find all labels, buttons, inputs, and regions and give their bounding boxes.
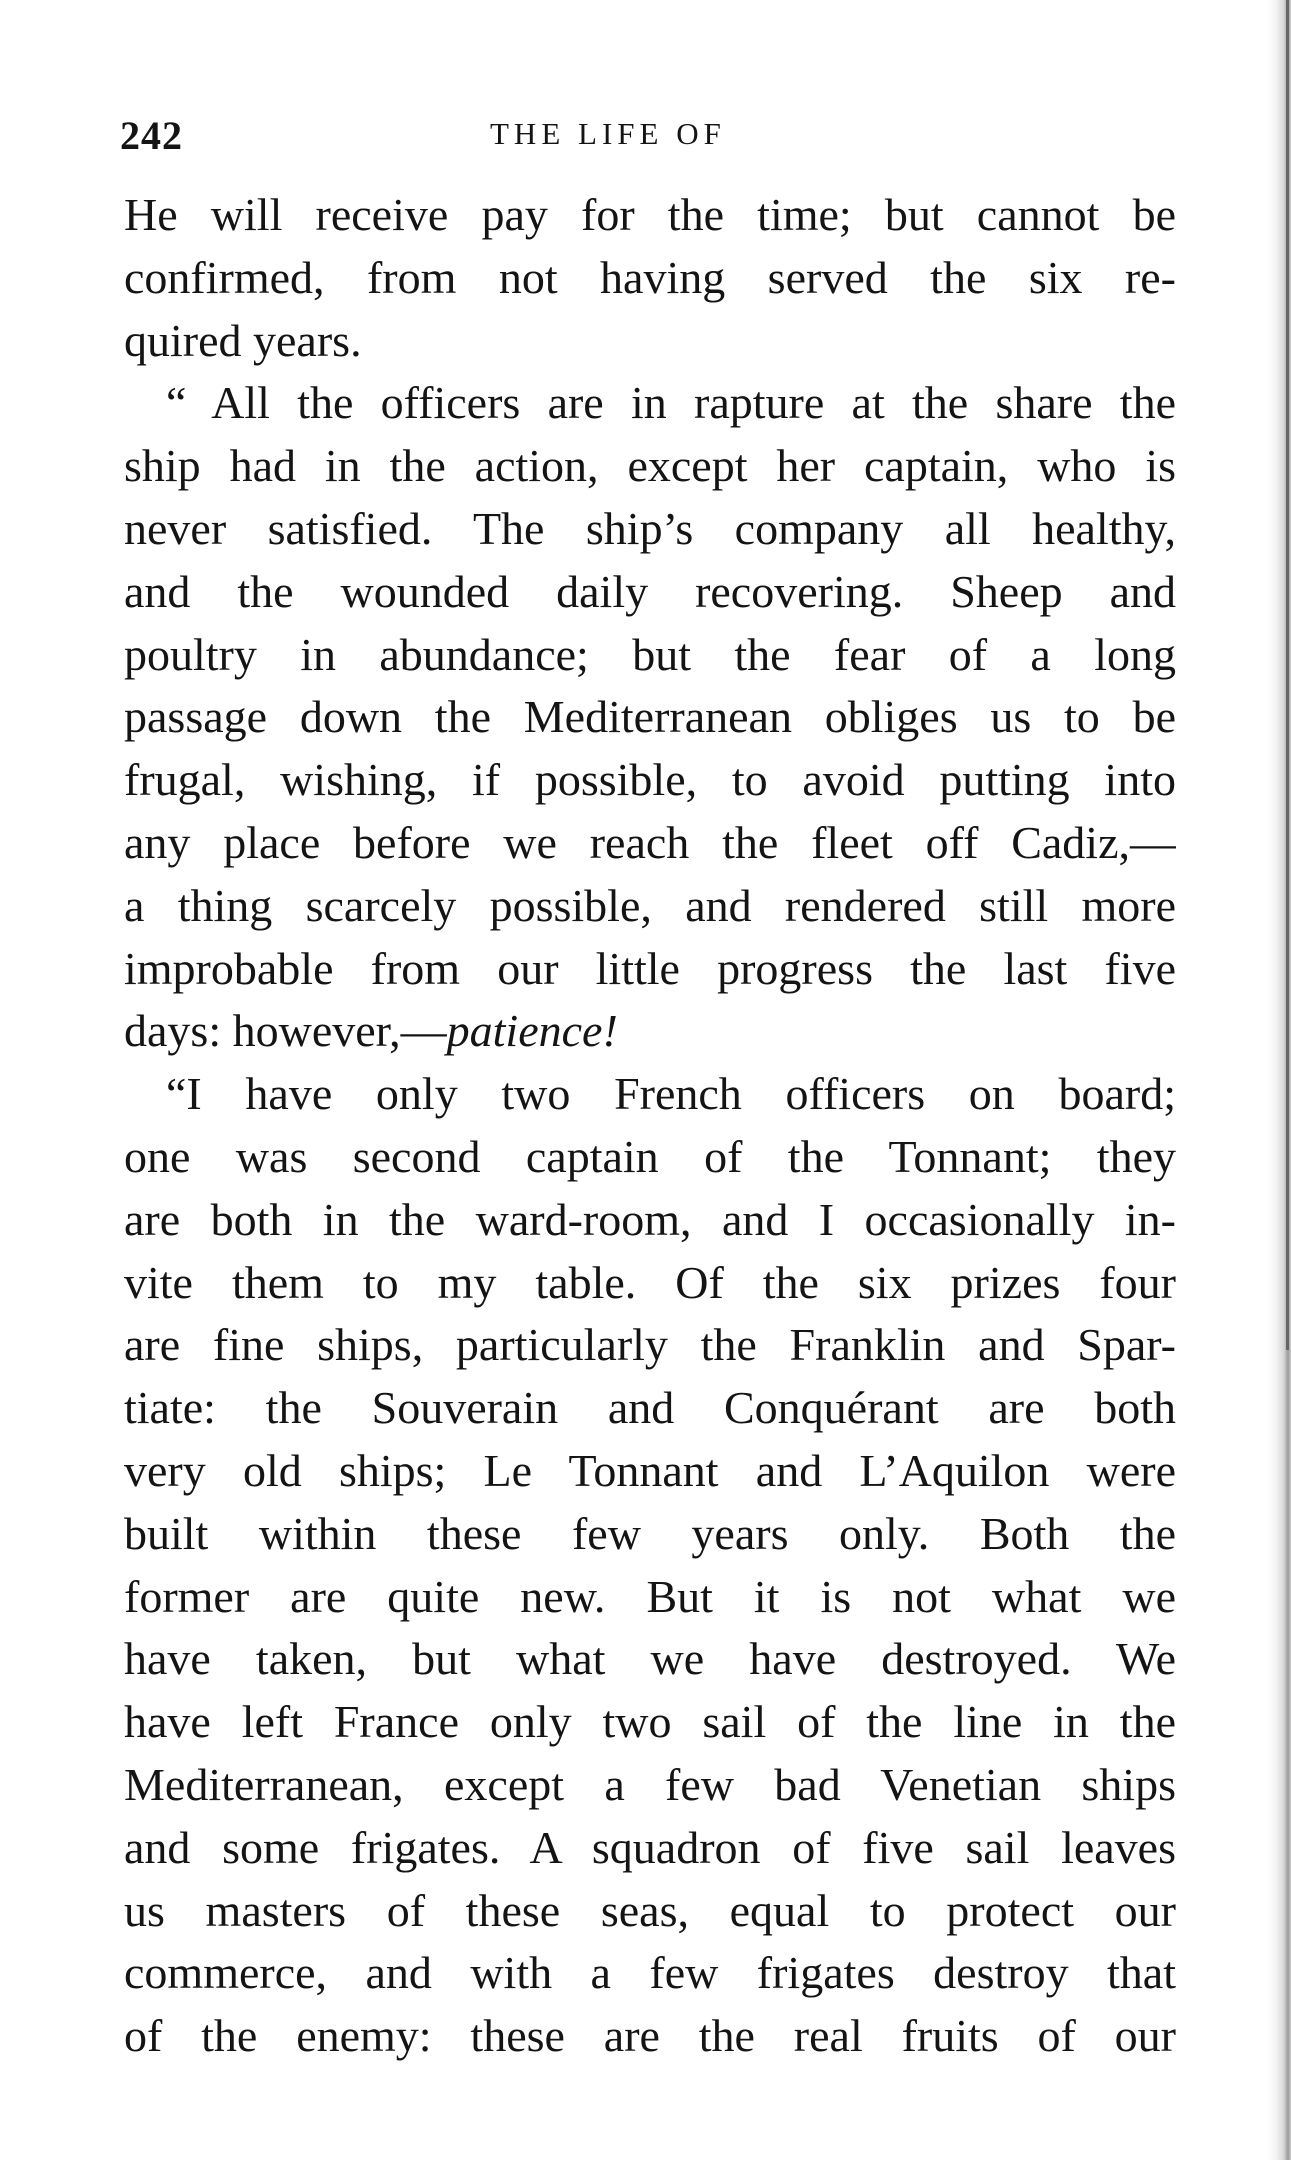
- text-line: poultry in abundance; but the fear of a long: [124, 628, 1176, 680]
- body-text: [124, 184, 1176, 2068]
- text-line: built within these few years only. Both the: [124, 1507, 1176, 1559]
- text-line: us masters of these seas, equal to protect our: [124, 1884, 1176, 1936]
- italic-phrase: patience!: [446, 1005, 618, 1057]
- text-line: never satisfied. The ship’s company all healthy,: [124, 502, 1176, 554]
- text-line: any place before we reach the fleet off Cadiz,—: [124, 816, 1176, 868]
- text-line: have taken, but what we have destroyed. We: [124, 1633, 1176, 1685]
- text-line: former are quite new. But it is not what we: [124, 1570, 1176, 1622]
- text-line: one was second captain of the Tonnant; they: [124, 1130, 1176, 1182]
- page-edge-binding-line: [1286, 0, 1289, 1350]
- text-line: quired years.: [124, 314, 362, 366]
- text-line: passage down the Mediterranean obliges us to be: [124, 691, 1176, 743]
- text-line: confirmed, from not having served the six re-: [124, 251, 1176, 303]
- text-line: a thing scarcely possible, and rendered still more: [124, 879, 1176, 931]
- text-line: are fine ships, particularly the Franklin and Spar-: [124, 1319, 1176, 1371]
- text-line: He will receive pay for the time; but cannot be: [124, 189, 1176, 240]
- text-line: vite them to my table. Of the six prizes four: [124, 1256, 1176, 1308]
- page-number: 242: [120, 113, 183, 158]
- running-head-title: THE LIFE OF: [490, 116, 726, 151]
- running-head: [120, 112, 1180, 162]
- text-line: ship had in the action, except her captain, who is: [124, 440, 1176, 492]
- text-line: very old ships; Le Tonnant and L’Aquilon were: [124, 1444, 1176, 1496]
- text-line: commerce, and with a few frigates destroy that: [124, 1947, 1176, 1999]
- text-line: have left France only two sail of the line in the: [124, 1696, 1176, 1748]
- text-line: and some frigates. A squadron of five sail leaves: [124, 1821, 1176, 1873]
- text-line: “I have only two French officers on board;: [166, 1068, 1176, 1120]
- text-line-roman-part: days: however,—: [124, 1005, 447, 1057]
- text-line-with-italic: [124, 1000, 1176, 1063]
- text-line: “ All the officers are in rapture at the share the: [166, 377, 1176, 429]
- text-line: tiate: the Souverain and Conquérant are both: [124, 1382, 1176, 1434]
- text-line: and the wounded daily recovering. Sheep and: [124, 565, 1176, 617]
- text-line: Mediterranean, except a few bad Venetian ships: [124, 1758, 1176, 1810]
- text-line: of the enemy: these are the real fruits of our: [124, 2010, 1176, 2062]
- text-line: improbable from our little progress the last five: [124, 942, 1176, 994]
- text-line: frugal, wishing, if possible, to avoid putting into: [124, 754, 1176, 806]
- text-line: are both in the ward-room, and I occasionally in-: [124, 1193, 1176, 1245]
